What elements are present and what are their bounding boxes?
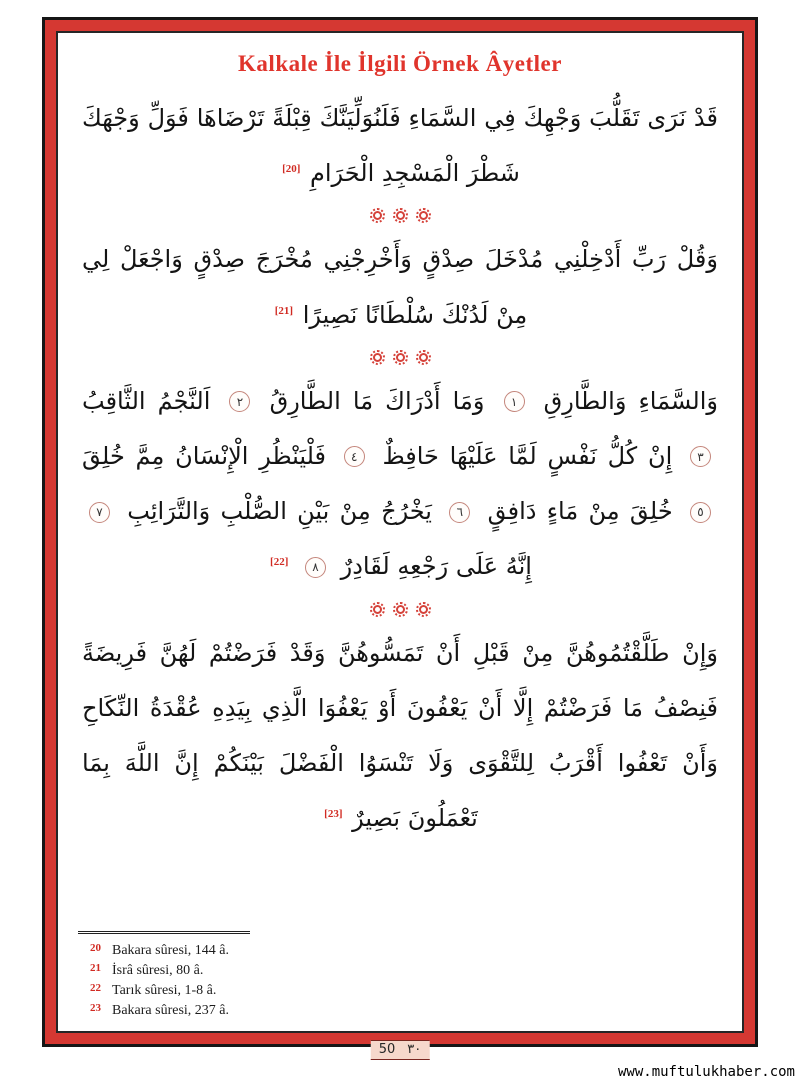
section-separator (74, 211, 726, 220)
footnote (76, 1001, 724, 1021)
ayah-number-circle: ٦ (449, 502, 470, 523)
footnotes-section (76, 931, 724, 1021)
flower-ornament-icon (396, 605, 405, 614)
footnote (76, 981, 724, 1001)
footnote-reference: [23] (324, 808, 343, 821)
section-separator (74, 353, 726, 362)
page-number (371, 1040, 430, 1060)
page-border-frame (42, 17, 758, 1047)
watermark-url: www.muftulukhaber.com (617, 1064, 795, 1080)
footnote-reference: [21] (274, 304, 294, 317)
flower-ornament-icon (373, 353, 382, 362)
page-number-latin: 50 (378, 1042, 396, 1057)
page-content-area (56, 31, 744, 1033)
arabic-verse-tarik-1-8: وَالسَّمَاءِ وَالطَّارِقِ ١ وَمَا أَدْرَاكَ مَا الطَّارِقُ ٢ اَلنَّجْمُ الثَّاقِبُ ٣ إِنْ كُلُّ نَفْسٍ لَمَّا عَلَيْهَا حَافِظٌ ٤ فَلْيَنْظُرِ الْإِنْسَانُ مِمَّ خُلِقَ ٥ خُلِقَ مِنْ مَاءٍ دَافِقٍ ٦ يَخْرُجُ مِنْ بَيْنِ الصُّلْبِ وَالتَّرَائِبِ ٧ إِنَّهُ عَلَى رَجْعِهِ لَقَادِرٌ ٨ [22] (82, 386, 718, 581)
footnote-number: 21 (90, 962, 101, 974)
ayah-number-circle: ٧ (89, 502, 110, 523)
page-title: Kalkale İle İlgili Örnek Âyetler (238, 51, 562, 76)
ayah-number-circle: ٥ (690, 502, 711, 523)
footnote (76, 961, 724, 981)
ayah-number-circle: ٤ (344, 446, 365, 467)
footnote-reference: [22] (270, 556, 289, 569)
footnote-number: 23 (90, 1002, 101, 1014)
red-border-band (45, 20, 755, 1044)
flower-ornament-icon (419, 353, 428, 362)
arabic-verse-isra-80: وَقُلْ رَبِّ أَدْخِلْنِي مُدْخَلَ صِدْقٍ وَأَخْرِجْنِي مُخْرَجَ صِدْقٍ وَاجْعَلْ لِي مِنْ لَدُنْكَ سُلْطَانًا نَصِيرًا [21] (82, 245, 718, 329)
section-separator (74, 605, 726, 614)
ayah-number-circle: ٣ (690, 446, 711, 467)
footnote-text: Tarık sûresi, 1-8 â. (112, 983, 217, 998)
footnote-number: 20 (90, 942, 101, 954)
page-number-arabic: ٣٠ (407, 1042, 422, 1057)
footnote-number: 22 (90, 982, 101, 994)
footnote-text: İsrâ sûresi, 80 â. (112, 963, 204, 978)
arabic-verse-bakara-237: وَإِنْ طَلَّقْتُمُوهُنَّ مِنْ قَبْلِ أَنْ تَمَسُّوهُنَّ وَقَدْ فَرَضْتُمْ لَهُنَّ فَرِيضَةً فَنِصْفُ مَا فَرَضْتُمْ إِلَّا أَنْ يَعْفُونَ أَوْ يَعْفُوَا الَّذِي بِيَدِهِ عُقْدَةُ النِّكَاحِ وَأَنْ تَعْفُوا أَقْرَبُ لِلتَّقْوَى وَلَا تَنْسَوُا الْفَضْلَ بَيْنَكُمْ إِنَّ اللَّهَ بِمَا تَعْمَلُونَ بَصِيرٌ [23] (82, 638, 718, 833)
flower-ornament-icon (419, 605, 428, 614)
ayah-number-circle: ١ (504, 391, 525, 412)
flower-ornament-icon (419, 211, 428, 220)
footnote-text: Bakara sûresi, 237 â. (112, 1003, 230, 1018)
flower-ornament-icon (373, 605, 382, 614)
arabic-verse-bakara-144: قَدْ نَرَى تَقَلُّبَ وَجْهِكَ فِي السَّمَاءِ فَلَنُوَلِّيَنَّكَ قِبْلَةً تَرْضَاهَا فَوَلِّ وَجْهَكَ شَطْرَ الْمَسْجِدِ الْحَرَامِ [20] (82, 104, 718, 188)
flower-ornament-icon (396, 353, 405, 362)
flower-ornament-icon (373, 211, 382, 220)
footnote-text: Bakara sûresi, 144 â. (112, 943, 230, 958)
ayah-number-circle: ٢ (229, 391, 250, 412)
footnote (76, 941, 724, 961)
footnote-divider (78, 931, 250, 934)
ayah-number-circle: ٨ (305, 557, 326, 578)
footnote-reference: [20] (282, 163, 301, 176)
flower-ornament-icon (396, 211, 405, 220)
